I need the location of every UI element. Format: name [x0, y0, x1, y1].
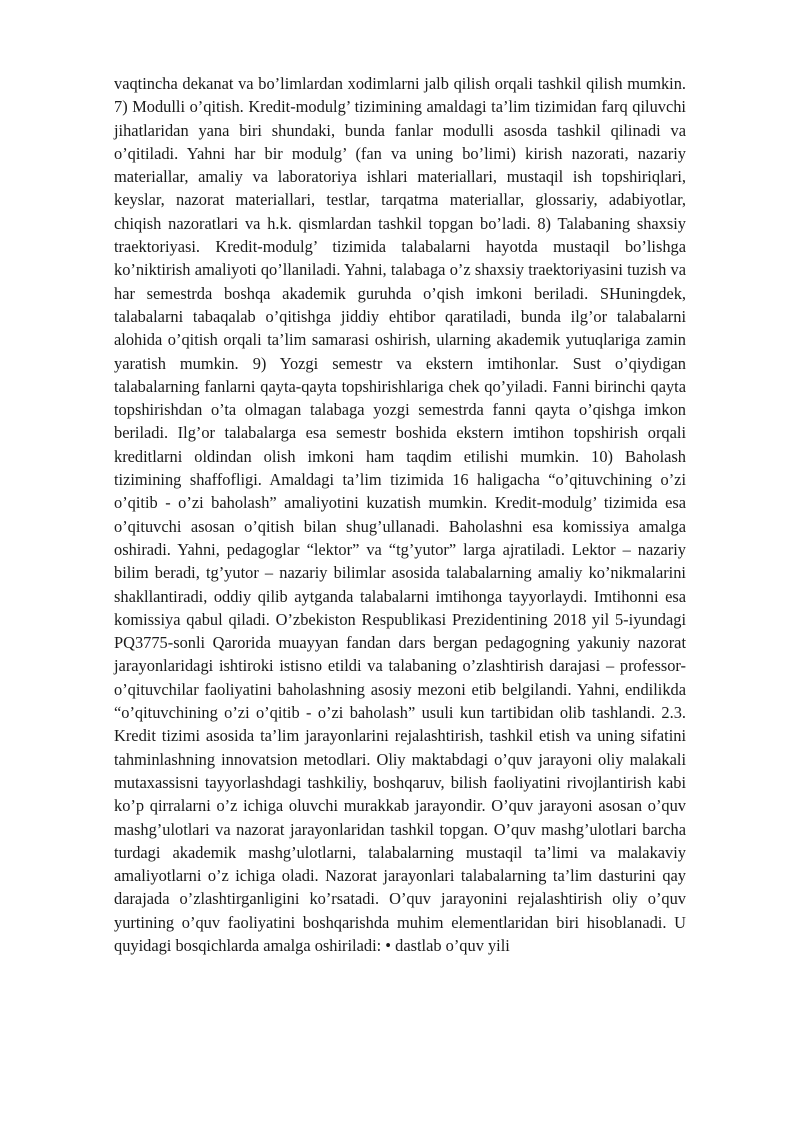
document-page	[114, 72, 686, 957]
body-paragraph: vaqtincha dekanat va bo’limlardan xodimlarni jalb qilish orqali tashkil qilish mumkin. 7) Modulli o’qitish. Kredit-modulg’ tizimining amaldagi ta’lim tizimidan farq qiluvchi jihatlaridan yana biri shundaki, bunda fanlar modulli asosda tashkil qilinadi va o’qitiladi. Yahni har bir modulg’ (fan va uning bo’limi) kirish nazorati, nazariy materiallar, amaliy va laboratoriya ishlari materiallari, mustaqil ish topshiriqlari, keyslar, nazorat materiallari, testlar, tarqatma materiallar, glossariy, adabiyotlar, chiqish nazoratlari va h.k. qismlardan tashkil topgan bo’ladi. 8) Talabaning shaxsiy traektoriyasi. Kredit-modulg’ tizimida talabalarni hayotda mustaqil bo’lishga ko’niktirish amaliyoti qo’llaniladi. Yahni, talabaga o’z shaxsiy traektoriyasini tuzish va har semestrda boshqa akademik guruhda o’qish imkoni beriladi. SHuningdek, talabalarni tabaqalab o’qitishga jiddiy ehtibor qaratiladi, bunda ilg’or talabalarni alohida o’qitish orqali ta’lim samarasi oshirish, ularning akademik yutuqlariga zamin yaratish mumkin. 9) Yozgi semestr va ekstern imtihonlar. Sust o’qiydigan talabalarning fanlarni qayta-qayta topshirishlariga chek qo’yiladi. Fanni birinchi qayta topshirishdan o’ta olmagan talabaga yozgi semestrda fanni qayta o’qishga imkon beriladi. Ilg’or talabalarga esa semestr boshida ekstern imtihon topshirish orqali kreditlarni oldindan olish imkoni ham taqdim etilishi mumkin. 10) Baholash tizimining shaffofligi. Amaldagi ta’lim tizimida 16 haligacha “o’qituvchining o’zi o’qitib - o’zi baholash” amaliyotini kuzatish mumkin. Kredit-modulg’ tizimida esa o’qituvchi asosan o’qitish bilan shug’ullanadi. Baholashni esa komissiya amalga oshiradi. Yahni, pedagoglar “lektor” va “tg’yutor” larga ajratiladi. Lektor – nazariy bilim beradi, tg’yutor – nazariy bilimlar asosida talabalarning amaliy ko’nikmalarini shakllantiradi, oddiy qilib aytganda talabalarni imtihonga tayyorlaydi. Imtihonni esa komissiya qabul qiladi. O’zbekiston Respublikasi Prezidentining 2018 yil 5-iyundagi PQ3775-sonli Qarorida muayyan fandan dars bergan pedagogning yakuniy nazorat jarayonlaridagi ishtiroki istisno etildi va talabaning o’zlashtirish darajasi – professor-o’qituvchilar faoliyatini baholashning asosiy mezoni etib belgilandi. Yahni, endilikda “o’qituvchining o’zi o’qitib - o’zi baholash” usuli kun tartibidan olib tashlandi. 2.3. Kredit tizimi asosida ta’lim jarayonlarini rejalashtirish, tashkil etish va uning sifatini tahminlashning innovatsion metodlari. Oliy maktabdagi o’quv jarayoni oliy malakali mutaxassisni tayyorlashdagi tashkiliy, boshqaruv, bilish faoliyatini rivojlantirish kabi ko’p qirralarni o’z ichiga oluvchi murakkab jarayondir. O’quv jarayoni asosan o’quv mashg’ulotlari va nazorat jarayonlaridan tashkil topgan. O’quv mashg’ulotlari barcha turdagi akademik mashg’ulotlarni, talabalarning mustaqil ta’limi va malakaviy amaliyotlarni o’z ichiga oladi. Nazorat jarayonlari talabalarning ta’lim dasturini qay darajada o’zlashtirganligini ko’rsatadi. O’quv jarayonini rejalashtirish oliy o’quv yurtining o’quv faoliyatini boshqarishda muhim elementlaridan biri hisoblanadi. U quyidagi bosqichlarda amalga oshiriladi: • dastlab o’quv yili	[114, 74, 686, 955]
